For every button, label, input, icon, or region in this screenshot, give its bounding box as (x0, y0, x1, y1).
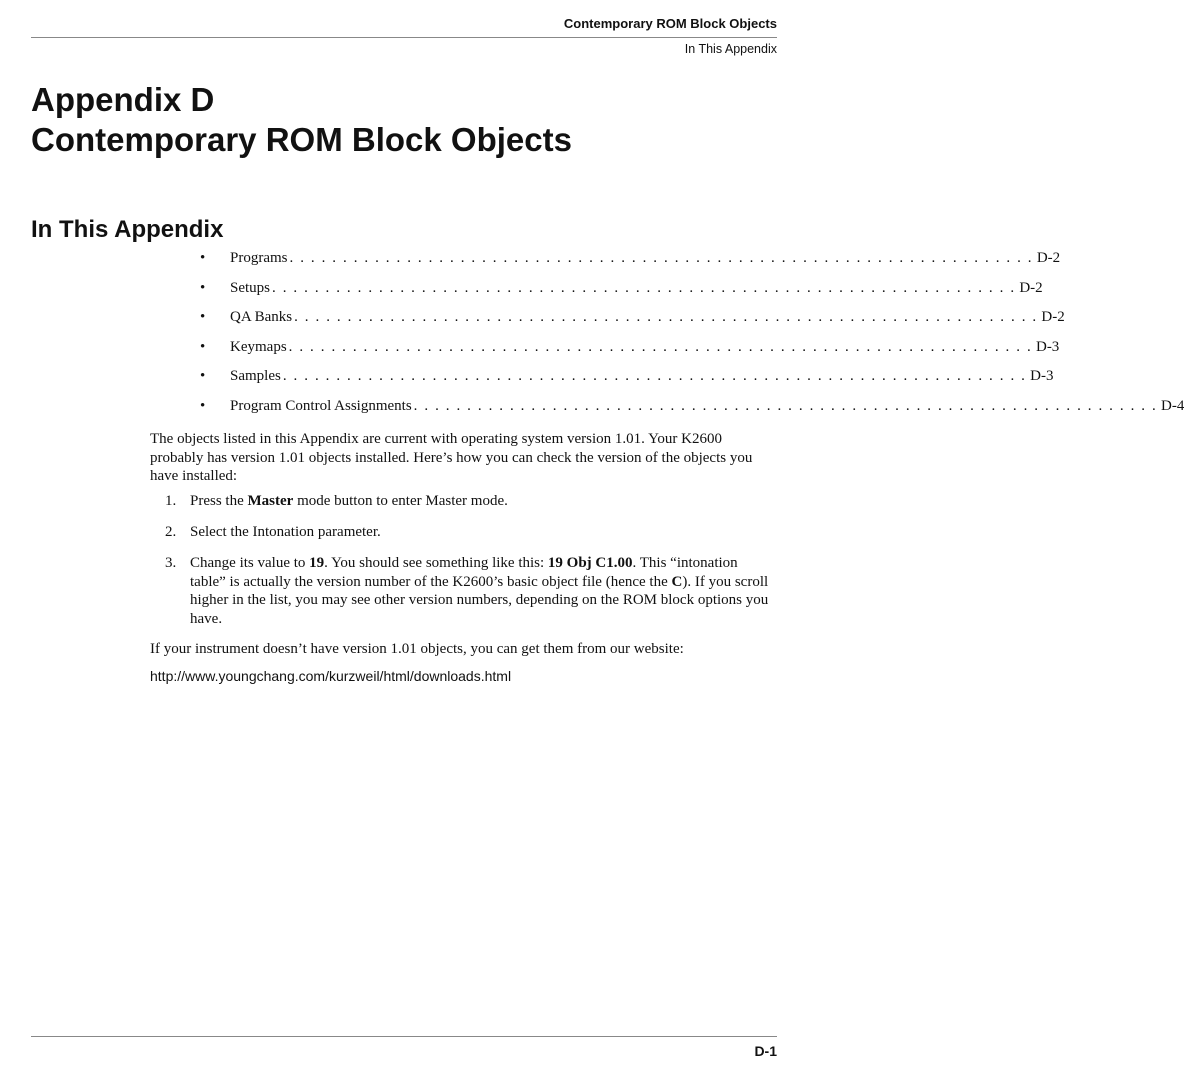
toc-label: Program Control Assignments (230, 397, 412, 414)
value-keyword: 19 (309, 555, 325, 571)
step-text-part: Change its value to (190, 555, 310, 571)
bullet: • (200, 309, 206, 326)
appendix-title (31, 80, 572, 160)
step-number: 2. (165, 524, 177, 540)
step-text-part: . This “intonation table” is actually the version number of the K2600’s basic object file (hence the (190, 555, 738, 590)
appendix-title-line2: Contemporary ROM Block Objects (31, 121, 572, 158)
step-text (190, 492, 776, 511)
footer-divider (31, 1036, 777, 1037)
bullet: • (200, 250, 206, 266)
toc-page-number: D-3 (1030, 368, 1054, 385)
dot-leader: . . . . . . . . . . . . . . . . . . . . . . . . . . . . . . . . . . . . . . . . . . . . . . . . . . . . . . . . . . . . . . . . . . . . . . (282, 368, 1027, 385)
download-url-link[interactable]: http://www.youngchang.com/kurzweil/html/downloads.html (150, 668, 512, 684)
toc-label: QA Banks (230, 309, 293, 326)
step-item (150, 492, 776, 511)
dot-leader: . . . . . . . . . . . . . . . . . . . . . . . . . . . . . . . . . . . . . . . . . . . . . . . . . . . . . . . . . . . . . . . . . . . . . . (288, 338, 1033, 355)
toc-page-number: D-2 (1036, 250, 1061, 266)
bullet: • (200, 397, 206, 414)
step-text-part: Press the (190, 493, 248, 509)
outro-paragraph: If your instrument doesn’t have version 1.01 objects, you can get them from our website: (150, 641, 684, 657)
dot-leader: . . . . . . . . . . . . . . . . . . . . . . . . . . . . . . . . . . . . . . . . . . . . . . . . . . . . . . . . . . . . . . . . . . . . . . (272, 279, 1016, 296)
dot-leader: . . . . . . . . . . . . . . . . . . . . . . . . . . . . . . . . . . . . . . . . . . . . . . . . . . . . . . . . . . . . . . . . . . . . . . (294, 309, 1038, 326)
section-heading: In This Appendix (31, 216, 224, 243)
toc-page-number: D-2 (1019, 279, 1043, 296)
step-number: 1. (165, 493, 177, 509)
intro-paragraph: The objects listed in this Appendix are current with operating system version 1.01. Your K2600 probably has version 1.01 objects installed. Here’s how you can check the version of the objects you have installed: (150, 431, 753, 484)
table-of-contents (200, 250, 1184, 428)
toc-item[interactable] (200, 250, 1061, 280)
master-keyword: Master (247, 493, 294, 509)
toc-label: Programs (230, 250, 288, 266)
step-number: 3. (165, 555, 177, 571)
c-keyword: C (671, 573, 683, 590)
toc-item[interactable] (200, 338, 1060, 369)
step-text-part: ). If you scroll higher in the list, you may see other version numbers, depending on the ROM block options you have. (190, 573, 769, 627)
step-text (190, 554, 776, 628)
header-divider (31, 37, 777, 38)
toc-label: Keymaps (230, 338, 287, 355)
dot-leader: . . . . . . . . . . . . . . . . . . . . . . . . . . . . . . . . . . . . . . . . . . . . . . . . . . . . . . . . . . . . . . . . . . . . . . (413, 397, 1158, 414)
step-text-part: . You should see something like this: (324, 555, 548, 571)
running-header-subtitle: In This Appendix (684, 42, 777, 56)
step-text: Select the Intonation parameter. (190, 524, 381, 540)
toc-item[interactable] (200, 309, 1065, 339)
toc-page-number: D-2 (1041, 309, 1065, 326)
toc-label: Samples (230, 368, 281, 385)
step-text-part: mode button to enter Master mode. (293, 493, 508, 509)
toc-page-number: D-4 (1161, 397, 1184, 414)
bullet: • (200, 279, 206, 296)
dot-leader: . . . . . . . . . . . . . . . . . . . . . . . . . . . . . . . . . . . . . . . . . . . . . . . . . . . . . . . . . . . . . . . . . . . . . . (289, 250, 1034, 266)
instruction-steps (150, 492, 776, 641)
step-item (150, 523, 776, 542)
appendix-title-line1: Appendix D (31, 81, 215, 118)
toc-page-number: D-3 (1035, 338, 1060, 355)
bullet: • (200, 368, 206, 385)
display-readout: 19 Obj C1.00 (547, 555, 633, 571)
toc-item[interactable] (200, 397, 1184, 428)
running-header-title: Contemporary ROM Block Objects (563, 16, 777, 31)
toc-item[interactable] (200, 368, 1054, 398)
toc-label: Setups (230, 279, 271, 296)
bullet: • (200, 338, 206, 355)
toc-item[interactable] (200, 279, 1043, 310)
step-item (150, 554, 776, 628)
page-number: D-1 (754, 1043, 777, 1059)
